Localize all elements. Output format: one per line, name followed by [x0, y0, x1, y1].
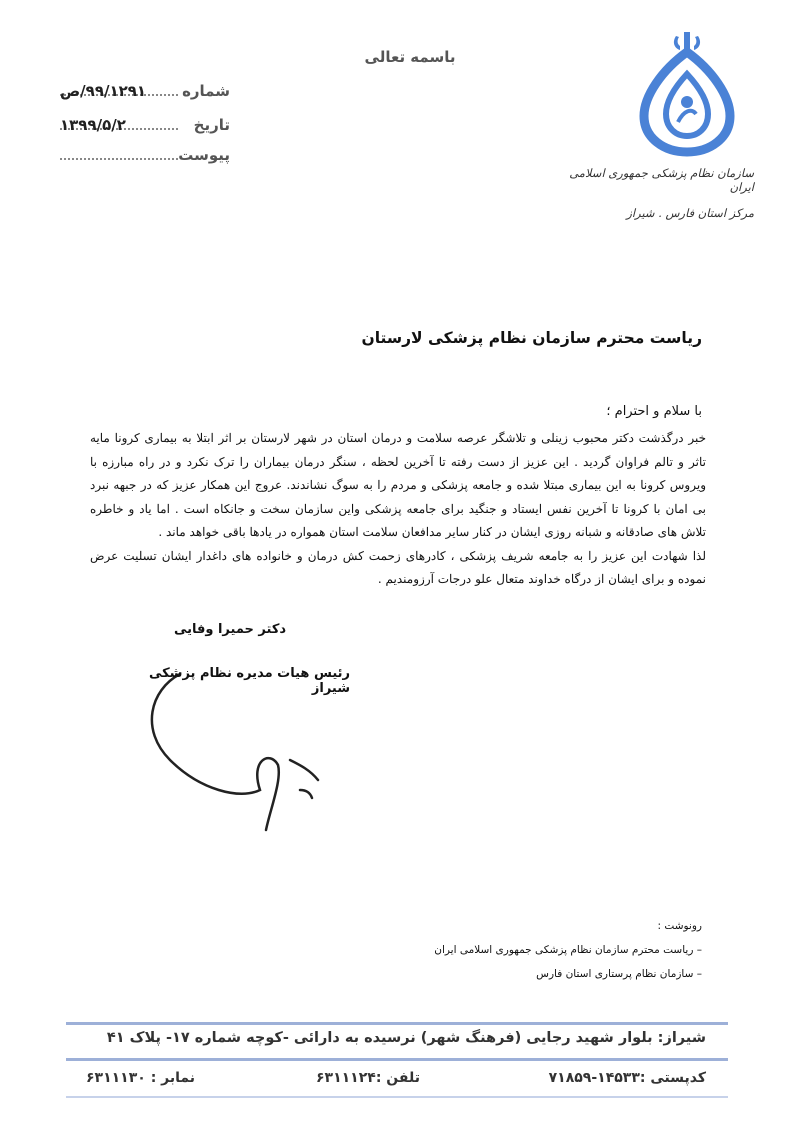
- footer-divider: [66, 1058, 728, 1061]
- letter-number-value: ۹۹/۱۲۹۱/ص: [60, 82, 147, 100]
- footer-divider: [66, 1096, 728, 1098]
- letter-number-row: [60, 82, 240, 106]
- signer-title: رئیس هیات مدیره نظام پزشکی شیراز: [148, 666, 350, 696]
- letter-body: [90, 427, 706, 592]
- signer-name: دکتر حمیرا وفایی: [173, 622, 287, 637]
- letter-number-label: شماره: [182, 82, 230, 100]
- footer-address: شیراز: بلوار شهید رجایی (فرهنگ شهر) نرسیده به دارائی -کوچه شماره ۱۷- پلاک ۴۱: [106, 1030, 706, 1046]
- footer-fax: نمابر : ۶۳۱۱۱۳۰: [86, 1070, 196, 1086]
- organization-name: سازمان نظام پزشکی جمهوری اسلامی ایران: [569, 166, 754, 194]
- cc-list: [242, 944, 702, 992]
- medical-council-logo: [632, 30, 742, 160]
- cc-item: – سازمان نظام پرستاری استان فارس: [536, 968, 702, 980]
- letter-date-value: ۱۳۹۹/۵/۲: [60, 116, 126, 134]
- cc-heading: رونوشت :: [657, 920, 702, 932]
- letter-recipient: ریاست محترم سازمان نظام پزشکی لارستان: [361, 329, 702, 347]
- letterhead-invocation: باسمه تعالی: [364, 48, 456, 66]
- organization-branch: مرکز استان فارس . شیراز: [626, 206, 754, 220]
- letter-date-row: [60, 116, 240, 140]
- letter-paragraph: لذا شهادت این عزیز را به جامعه شریف پزشکی ، کادرهای زحمت کش درمان و خانواده های داغدار ایشان تسلیت عرض نموده و برای ایشان از درگاه خداوند متعال علو درجات آرزومندیم .: [90, 548, 706, 586]
- letter-salutation: با سلام و احترام ؛: [606, 404, 702, 419]
- letter-paragraph: خبر درگذشت دکتر محبوب زینلی و تلاشگر عرصه سلامت و درمان استان در شهر لارستان بر اثر ابتلا به بیماری کرونا مایه تاثر و تالم فراوان گردید . این عزیز از دست رفته تا آخرین لحظه ، سنگر درمان بیماران را ترک نکرد و در راه مبارزه با ویروس کرونا به این بیماری مبتلا شده و جامعه پزشکی و مردم را به سوگ نشاندند. عروج این همکار عزیز که در جبهه نبرد بی امان با کرونا تا آخرین نفس ایستاد و جنگید برای جامعه پزشکی واین سازمان سخت و جانکاه است . اما یاد و خاطره تلاش های صادقانه و شبانه روزی ایشان در کنار سایر مدافعان سلامت استان همواره در یادها باقی خواهد ماند .: [90, 431, 706, 539]
- letter-date-label: تاریخ: [193, 116, 230, 134]
- footer-phone: تلفن :۶۳۱۱۱۲۴: [316, 1070, 420, 1086]
- cc-item: – ریاست محترم سازمان نظام پزشکی جمهوری اسلامی ایران: [434, 944, 702, 956]
- footer-postal-code: کدپستی :۱۴۵۳۳-۷۱۸۵۹: [548, 1070, 706, 1086]
- letter-attachment-label: پیوست: [178, 146, 230, 164]
- letter-attachment-row: [60, 146, 240, 170]
- dotted-leader: [60, 158, 178, 160]
- footer-contact: [66, 1070, 706, 1092]
- footer-divider: [66, 1022, 728, 1025]
